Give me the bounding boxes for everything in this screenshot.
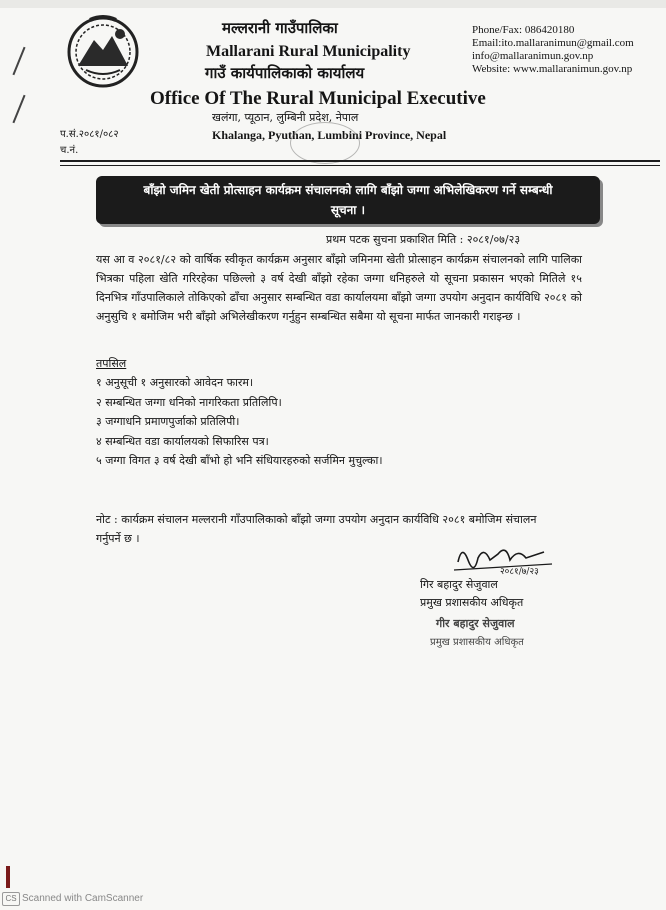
email-secondary: info@mallaranimun.gov.np xyxy=(472,50,594,62)
stamp-title: प्रमुख प्रशासकीय अधिकृत xyxy=(430,637,524,648)
municipality-name-np: मल्लरानी गाउँपालिका xyxy=(222,19,338,37)
requirements-list xyxy=(96,373,383,471)
notice-body: यस आ व २०८१/८२ को वार्षिक स्वीकृत कार्यक्रम अनुसार बाँझो जमिनमा खेती प्रोत्साहन कार्यक्रम संचालनको लागि पालिका भित्रका पहिला खेति गरिरहेका पछिल्लो ३ वर्ष देखी बाँझो रहेका जग्गा धनिहरुले यो सूचना प्रकासन भएको मितिले १५ दिनभित्र गाँउपालिकाले तोकिएको ढाँचा अनुसार सम्बन्धित वडा कार्यालयमा बाँझो जग्गा उपयोग अनुदान कार्यविधि २०८१ को अनुसुचि १ बमोजिम भरी बाँझो अभिलेखीकरण गर्नुहुन सम्बन्धित सबैमा यो सूचना मार्फत जानकारी गराइन्छ । xyxy=(96,253,582,323)
list-item: ४ सम्बन्धित वडा कार्यालयको सिफारिस पत्र। xyxy=(96,434,269,448)
reference-block xyxy=(60,127,119,159)
top-strip xyxy=(0,0,666,8)
municipality-name-en: Mallarani Rural Municipality xyxy=(206,43,411,60)
municipality-emblem-icon xyxy=(64,12,142,90)
note-text: नोट : कार्यक्रम संचालन मल्लरानी गाँउपालिकाको बाँझो जग्गा उपयोग अनुदान कार्यविधि २०८१ बमोजिम संचालन गर्नुपर्ने छ । xyxy=(96,513,537,545)
contact-block xyxy=(472,24,634,76)
signatory-title: प्रमुख प्रशासकीय अधिकृत xyxy=(420,596,524,609)
patra-sankhya: प.सं.२०८१/०८२ xyxy=(60,129,119,140)
address-en: Khalanga, Pyuthan, Lumbini Province, Nepal xyxy=(212,128,447,142)
header-divider-thin xyxy=(60,165,660,166)
office-stamp xyxy=(290,122,360,164)
signatory-name: गिर बहादुर सेजुवाल xyxy=(420,578,498,591)
notice-title-line2: सूचना । xyxy=(330,203,366,217)
scan-edge-mark xyxy=(6,866,10,888)
handwritten-signature xyxy=(448,540,558,576)
header-divider xyxy=(60,160,660,162)
margin-scratch xyxy=(12,47,25,76)
notice-title-banner xyxy=(96,176,600,224)
list-item: ३ जग्गाधनि प्रमाणपुर्जाको प्रतिलिपी। xyxy=(96,415,240,428)
phone-fax: Phone/Fax: 086420180 xyxy=(472,24,575,36)
camscanner-logo-icon: CS xyxy=(2,892,20,906)
list-item: १ अनुसूची १ अनुसारको आवेदन फारम। xyxy=(96,376,254,389)
notice-title-line1: बाँझो जमिन खेती प्रोत्साहन कार्यक्रम संचालनको लागि बाँझो जग्गा अभिलेखिकरण गर्ने सम्बन्धी xyxy=(143,183,553,197)
address-np: खलंगा, प्यूठान, लुम्बिनी प्रदेश, नेपाल xyxy=(212,111,359,124)
publication-date: प्रथम पटक सुचना प्रकाशित मिति : २०८१/०७/२३ xyxy=(326,233,521,246)
website: Website: www.mallaranimun.gov.np xyxy=(472,63,633,75)
list-item: ५ जग्गा विगत ३ वर्ष देखी बाँभो हो भनि संधियारहरुको सर्जमिन मुचुल्का। xyxy=(96,454,383,467)
signature-date: २०८१/७/२३ xyxy=(500,567,539,576)
chalani-number: च.नं. xyxy=(60,145,79,156)
office-name-en: Office Of The Rural Municipal Executive xyxy=(150,88,486,109)
office-name-np: गाउँ कार्यपालिकाको कार्यालय xyxy=(205,64,365,82)
stamp-name: गीर बहादुर सेजुवाल xyxy=(436,617,515,630)
list-item: २ सम्बन्धित जग्गा धनिको नागरिकता प्रतिलिपि। xyxy=(96,395,282,409)
scanner-watermark: Scanned with CamScanner xyxy=(22,893,144,904)
tapasil-heading: तपसिल xyxy=(96,357,127,370)
email-primary: Email:ito.mallaranimun@gmail.com xyxy=(472,37,634,49)
margin-scratch xyxy=(12,95,25,124)
